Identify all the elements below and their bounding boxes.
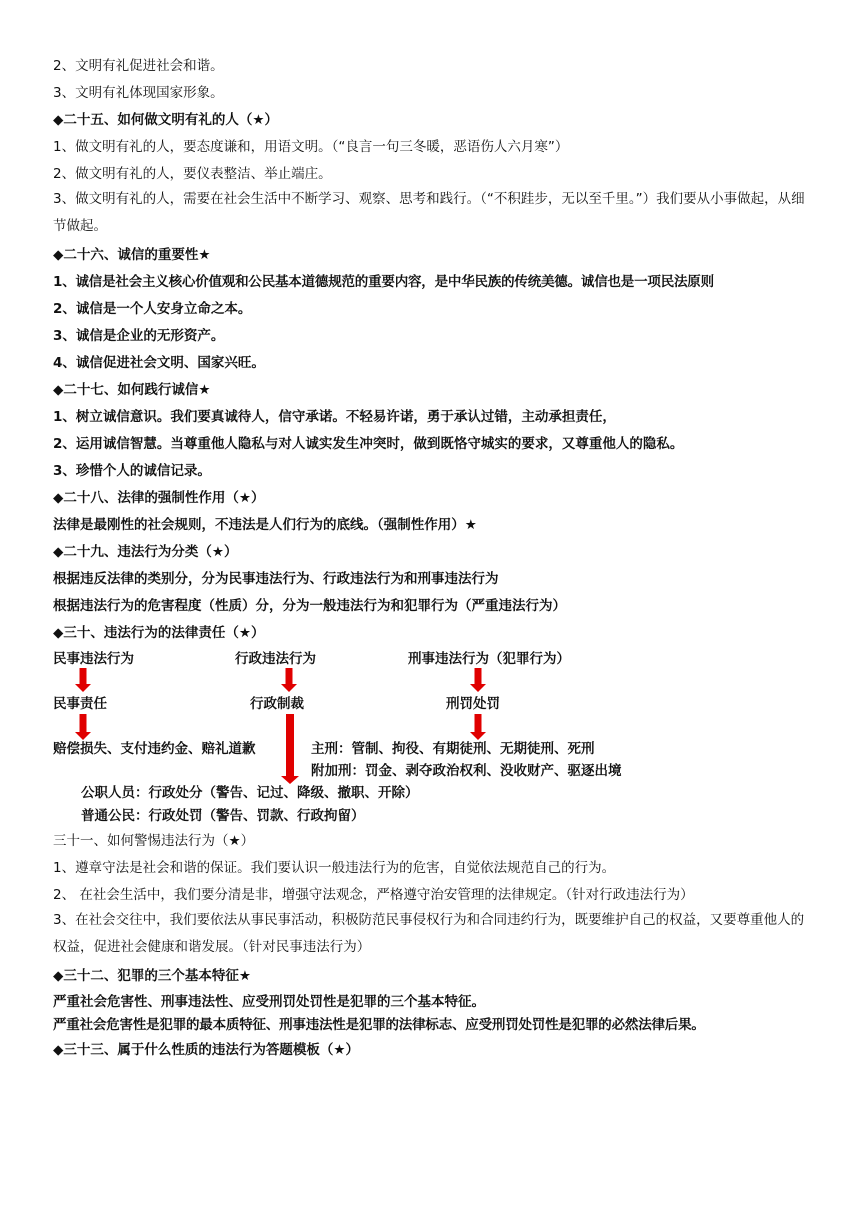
section-25-point-3: 3、做文明有礼的人，需要在社会生活中不断学习、观察、思考和践行。（“不积跬步，无以至千里。”）我们要从小事做起，从细节做起。 [53,191,805,234]
civil-liability-label: 民事责任 [53,696,107,712]
civil-violation-label: 民事违法行为 [53,651,134,667]
section-32-item-1: 严重社会危害性、刑事违法性、应受刑罚处罚性是犯罪的三个基本特征。 [53,994,485,1010]
down-arrow-icon [470,668,486,692]
criminal-penalty-label: 刑罚处罚 [446,696,500,712]
down-arrow-icon [75,714,91,740]
intro-line-1: 2、文明有礼促进社会和谐。 [53,58,224,74]
section-26-item-4: 4、诚信促进社会文明、国家兴旺。 [53,355,265,371]
section-27-item-1: 1、树立诚信意识。我们要真诚待人，信守承诺。不轻易许诺，勇于承认过错，主动承担责任， [53,409,616,425]
section-26-item-3: 3、诚信是企业的无形资产。 [53,328,225,344]
down-arrow-icon [281,668,297,692]
main-penalty-text: 主刑：管制、拘役、有期徒刑、无期徒刑、死刑 [311,741,595,757]
civil-liability-forms: 赔偿损失、支付违约金、赔礼道歉 [53,741,256,757]
section-26-item-2: 2、诚信是一个人安身立命之本。 [53,301,252,317]
section-28-text: 法律是最刚性的社会规则，不违法是人们行为的底线。（强制性作用）★ [53,517,477,533]
section-32-heading: ◆三十二、犯罪的三个基本特征★ [53,968,251,984]
administrative-violation-label: 行政违法行为 [235,651,316,667]
section-25-point-1: 1、做文明有礼的人，要态度谦和，用语文明。（“良言一句三冬暖，恶语伤人六月寒”） [53,139,569,155]
additional-penalty-text: 附加刑：罚金、剥夺政治权利、没收财产、驱逐出境 [311,763,622,779]
section-25-heading: ◆二十五、如何做文明有礼的人（★） [53,112,278,128]
administrative-sanction-label: 行政制裁 [250,696,304,712]
section-28-heading: ◆二十八、法律的强制性作用（★） [53,490,265,506]
section-33-heading: ◆三十三、属于什么性质的违法行为答题模板（★） [53,1042,359,1058]
citizen-sanction-text: 普通公民：行政处罚（警告、罚款、行政拘留） [81,808,365,824]
section-31-point-1: 1、遵章守法是社会和谐的保证。我们要认识一般违法行为的危害，自觉依法规范自己的行为。 [53,860,616,876]
down-arrow-icon [470,714,486,740]
section-25-point-2: 2、做文明有礼的人，要仪表整洁、举止端庄。 [53,166,332,182]
section-30-heading: ◆三十、违法行为的法律责任（★） [53,625,265,641]
down-arrow-icon [281,714,299,784]
section-32-item-2: 严重社会危害性是犯罪的最本质特征、刑事违法性是犯罪的法律标志、应受刑罚处罚性是犯罪的必然法律后果。 [53,1017,705,1033]
official-sanction-text: 公职人员：行政处分（警告、记过、降级、撤职、开除） [81,785,419,801]
section-31-point-3: 3、在社会交往中，我们要依法从事民事活动，积极防范民事侵权行为和合同违约行为，既要维护自己的权益，又要尊重他人的权益，促进社会健康和谐发展。（针对民事违法行为） [53,912,805,955]
down-arrow-icon [75,668,91,692]
criminal-violation-label: 刑事违法行为（犯罪行为） [408,651,570,667]
section-29-item-1: 根据违反法律的类别分，分为民事违法行为、行政违法行为和刑事违法行为 [53,571,499,587]
section-26-item-1: 1、诚信是社会主义核心价值观和公民基本道德规范的重要内容，是中华民族的传统美德。诚信也是一项民法原则 [53,274,714,290]
section-26-heading: ◆二十六、诚信的重要性★ [53,247,211,263]
section-29-item-2: 根据违法行为的危害程度（性质）分，分为一般违法行为和犯罪行为（严重违法行为） [53,598,566,614]
section-29-heading: ◆二十九、违法行为分类（★） [53,544,238,560]
section-31-heading: 三十一、如何警惕违法行为（★） [53,833,255,849]
section-27-heading: ◆二十七、如何践行诚信★ [53,382,211,398]
section-27-item-3: 3、珍惜个人的诚信记录。 [53,463,211,479]
intro-line-2: 3、文明有礼体现国家形象。 [53,85,224,101]
section-27-item-2: 2、运用诚信智慧。当尊重他人隐私与对人诚实发生冲突时，做到既恪守城实的要求，又尊重他人的隐私。 [53,436,684,452]
section-31-point-2: 2、 在社会生活中，我们要分清是非，增强守法观念，严格遵守治安管理的法律规定。（针对行政违法行为） [53,887,694,903]
